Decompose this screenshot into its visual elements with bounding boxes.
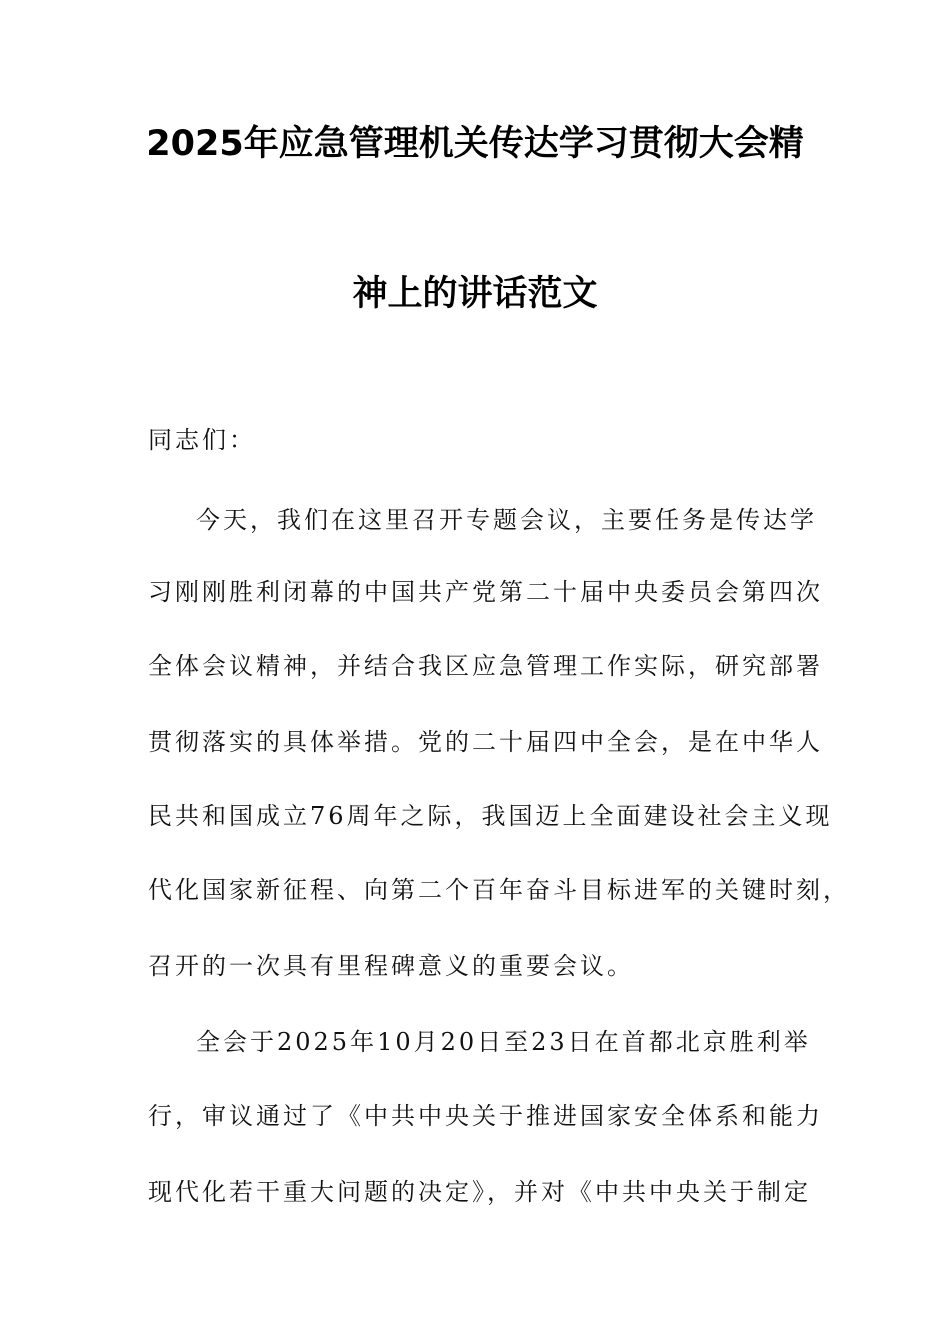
paragraph-1-line-3: 全体会议精神，并结合我区应急管理工作实际，研究部署 <box>148 652 823 680</box>
document-title-line-2: 神上的讲话范文 <box>352 274 598 314</box>
paragraph-2-line-1: 全会于2025年10月20日至23日在首都北京胜利举 <box>196 1028 811 1056</box>
paragraph-1-line-5: 民共和国成立76周年之际，我国迈上全面建设社会主义现 <box>148 802 833 830</box>
paragraph-1-line-6: 代化国家新征程、向第二个百年奋斗目标进军的关键时刻， <box>148 876 850 904</box>
paragraph-1-line-1: 今天，我们在这里召开专题会议，主要任务是传达学 <box>196 506 817 534</box>
paragraph-1-line-7: 召开的一次具有里程碑意义的重要会议。 <box>148 952 634 980</box>
document-title-line-1: 2025年应急管理机关传达学习贯彻大会精 <box>146 124 804 164</box>
paragraph-2-line-2: 行，审议通过了《中共中央关于推进国家安全体系和能力 <box>148 1102 823 1130</box>
paragraph-2-line-3: 现代化若干重大问题的决定》，并对《中共中央关于制定 <box>148 1178 811 1206</box>
salutation: 同志们： <box>148 426 256 454</box>
paragraph-1-line-2: 习刚刚胜利闭幕的中国共产党第二十届中央委员会第四次 <box>148 578 823 606</box>
paragraph-1-line-4: 贯彻落实的具体举措。党的二十届四中全会，是在中华人 <box>148 728 823 756</box>
